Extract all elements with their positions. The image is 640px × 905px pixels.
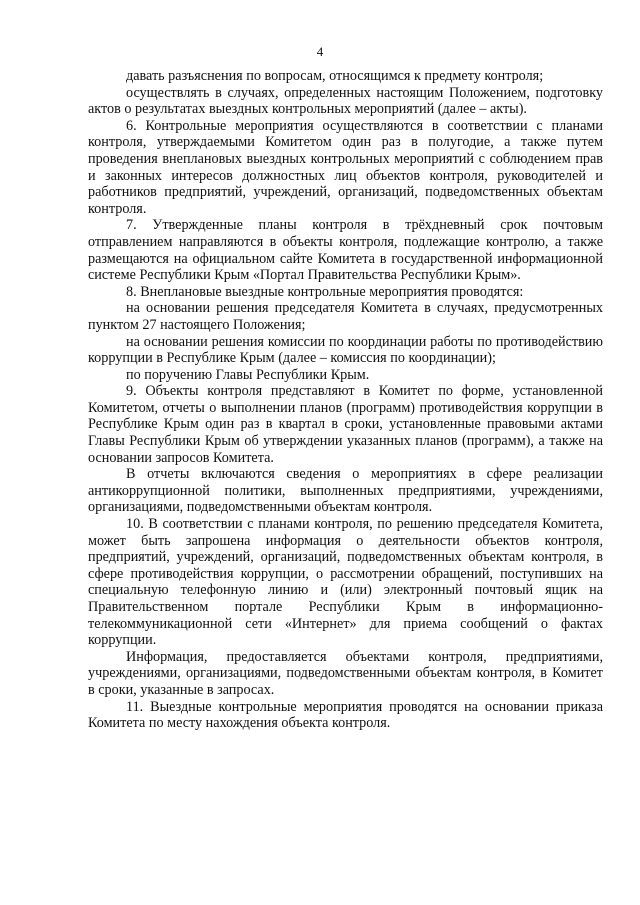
- paragraph-item-9: 9. Объекты контроля представляют в Комитет по форме, установленной Комитетом, отчеты о выполнении планов (программ) противодействия коррупции в Республике Крым один раз в квартал в сроки, установленные правовыми актами Главы Республики Крым об утверждении указанных планов (программ), а также на основании запросов Комитета.: [88, 383, 603, 466]
- paragraph-item-10-information: Информация, предоставляется объектами контроля, предприятиями, учреждениями, организациями, подведомственными объектам контроля, в Комитет в сроки, указанные в запросах.: [88, 648, 603, 698]
- paragraph-item-8: 8. Внеплановые выездные контрольные мероприятия проводятся:: [126, 283, 524, 300]
- paragraph-item-8-commission-decision: на основании решения комиссии по координации работы по противодействию коррупции в Республике Крым (далее – комиссия по координации);: [88, 333, 603, 367]
- paragraph-item-8-chairman-decision: на основании решения председателя Комитета в случаях, предусмотренных пунктом 27 настоящего Положения;: [88, 300, 603, 333]
- paragraph-item-7: 7. Утвержденные планы контроля в трёхдневный срок почтовым отправлением направляются в объекты контроля, подлежащие контролю, а также размещаются на официальном сайте Комитета в государственной информационной системе Республики Крым «Портал Правительства Республики Крым».: [88, 217, 603, 284]
- paragraph-item-6: 6. Контрольные мероприятия осуществляются в соответствии с планами контроля, утверждаемыми Комитетом один раз в полугодие, а также путем проведения внеплановых выездных контрольных мероприятий с соблюдением прав и законных интересов должностных лиц объектов контроля, руководителей и работников предприятий, учреждений, организаций, подведомственных объектам контроля.: [88, 117, 603, 217]
- page-number: 4: [316, 44, 324, 59]
- paragraph-clarifications: давать разъяснения по вопросам, относящимся к предмету контроля;: [126, 68, 544, 84]
- paragraph-item-9-reports-content: В отчеты включаются сведения о мероприятиях в сфере реализации антикоррупционной политики, выполненных предприятиями, учреждениями, организациями, подведомственными объектам контроля.: [88, 466, 603, 516]
- paragraph-acts-preparation: осуществлять в случаях, определенных настоящим Положением, подготовку актов о результатах выездных контрольных мероприятий (далее – акты).: [88, 84, 603, 118]
- paragraph-item-11: 11. Выездные контрольные мероприятия проводятся на основании приказа Комитета по месту нахождения объекта контроля.: [88, 698, 603, 732]
- document-body: [88, 68, 603, 732]
- paragraph-item-10: 10. В соответствии с планами контроля, по решению председателя Комитета, может быть запрошена информация о деятельности объектов контроля, предприятий, учреждений, организаций, подведомственных объектам контроля, в сфере противодействия коррупции, о рассмотрении обращений, поступивших на специальную телефонную линию и (или) электронный почтовый ящик на Правительственном портале Республики Крым в информационно-телекоммуникационной сети «Интернет» для приема сообщений о фактах коррупции.: [88, 516, 603, 649]
- paragraph-item-8-head-instruction: по поручению Главы Республики Крым.: [126, 366, 370, 383]
